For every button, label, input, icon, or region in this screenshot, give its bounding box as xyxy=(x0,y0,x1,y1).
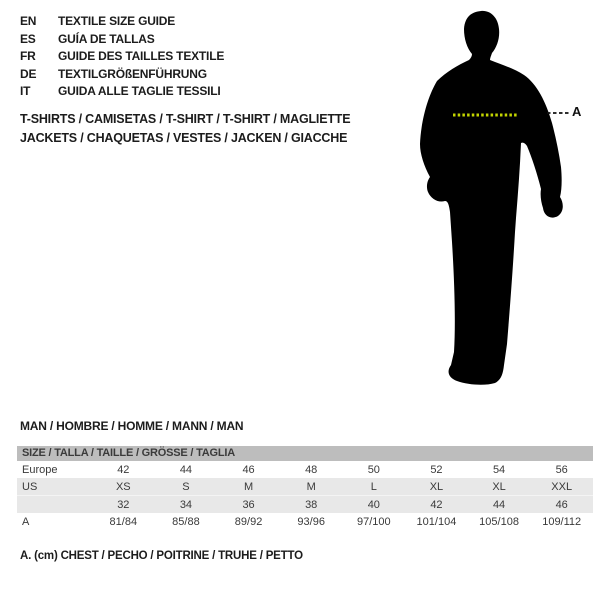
category-jackets: JACKETS / CHAQUETAS / VESTES / JACKEN / GIACCHE xyxy=(20,131,348,145)
size-value: 52 xyxy=(430,463,443,476)
size-value: 105/108 xyxy=(479,515,519,528)
size-value: 81/84 xyxy=(109,515,138,528)
size-value: 42 xyxy=(117,463,130,476)
measure-label-a: A xyxy=(572,104,582,119)
size-value: 40 xyxy=(343,496,406,514)
size-value: 46 xyxy=(530,496,593,514)
language-code: EN xyxy=(20,14,37,28)
size-value: 56 xyxy=(555,463,568,476)
size-table xyxy=(17,446,593,530)
size-value: 50 xyxy=(367,463,380,476)
section-title-man: MAN / HOMBRE / HOMME / MANN / MAN xyxy=(20,419,244,433)
language-code: IT xyxy=(20,84,31,98)
man-silhouette xyxy=(420,11,563,385)
row-label: Europe xyxy=(22,463,58,476)
size-value: 48 xyxy=(305,463,318,476)
language-label: GUIDA ALLE TAGLIE TESSILI xyxy=(58,84,221,98)
size-value: L xyxy=(370,480,377,493)
size-value: XS xyxy=(115,480,131,493)
size-value: 109/112 xyxy=(542,515,582,528)
size-value: 54 xyxy=(492,463,506,476)
size-value: S xyxy=(182,480,190,493)
size-value: 44 xyxy=(179,463,193,476)
size-table-header: SIZE / TALLA / TAILLE / GRÖSSE / TAGLIA xyxy=(17,446,593,461)
size-value: 34 xyxy=(155,496,218,514)
row-label xyxy=(17,496,92,514)
size-value: XXL xyxy=(551,480,573,493)
size-value: 97/100 xyxy=(356,515,391,528)
table-row xyxy=(17,478,593,496)
language-label: GUIDE DES TAILLES TEXTILE xyxy=(58,49,225,63)
category-tshirts: T-SHIRTS / CAMISETAS / T-SHIRT / T-SHIRT / MAGLIETTE xyxy=(20,112,351,126)
language-label: GUÍA DE TALLAS xyxy=(58,31,155,46)
size-value: 44 xyxy=(468,496,531,514)
size-value: XL xyxy=(429,480,444,493)
table-row xyxy=(17,513,593,530)
table-row xyxy=(17,496,593,514)
size-value: M xyxy=(306,480,316,493)
size-value: 101/104 xyxy=(416,515,457,528)
size-value: M xyxy=(243,480,254,493)
language-code: ES xyxy=(20,31,36,46)
table-row xyxy=(17,461,593,478)
size-value: XL xyxy=(492,480,506,493)
size-value: 46 xyxy=(242,463,255,476)
language-label: TEXTILGRÖßENFÜHRUNG xyxy=(58,66,207,81)
language-label: TEXTILE SIZE GUIDE xyxy=(58,14,176,28)
size-value: 36 xyxy=(217,496,280,514)
measurement-footnote: A. (cm) CHEST / PECHO / POITRINE / TRUHE / PETTO xyxy=(20,550,303,562)
row-label: A xyxy=(22,515,30,528)
size-table-body xyxy=(17,461,593,530)
size-value: 32 xyxy=(92,496,155,514)
size-value: 85/88 xyxy=(172,515,200,528)
size-value: 93/96 xyxy=(297,515,325,528)
language-code: DE xyxy=(20,66,37,81)
size-value: 89/92 xyxy=(234,515,263,528)
row-label: US xyxy=(22,480,38,493)
language-code: FR xyxy=(20,49,36,63)
size-value: 42 xyxy=(405,496,468,514)
size-value: 38 xyxy=(280,496,343,514)
